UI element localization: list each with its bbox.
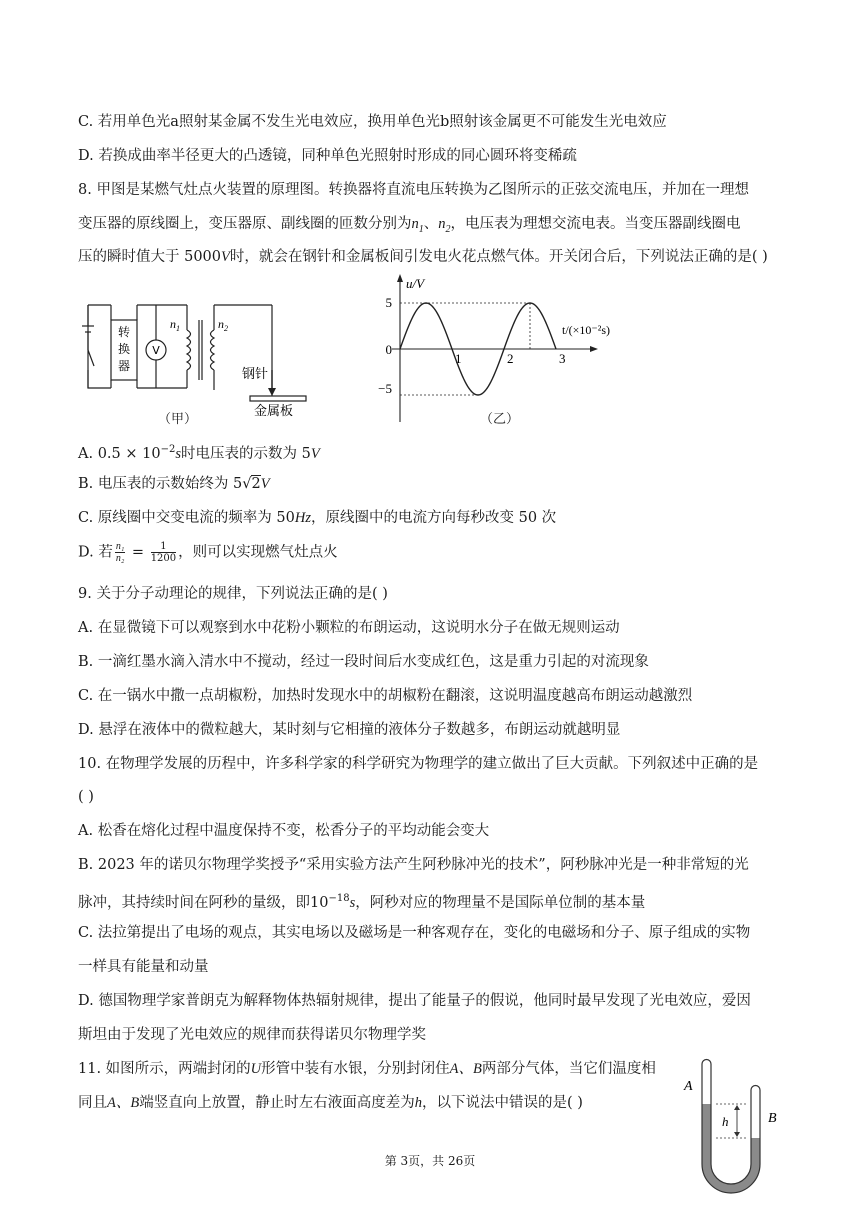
math-s: s <box>175 445 181 462</box>
figure-yi-caption: （乙） <box>480 412 520 427</box>
question-9-option-d <box>78 720 620 740</box>
question-10-option-c-1 <box>78 923 750 943</box>
question-8-stem-3 <box>78 247 768 267</box>
option-8d-prev <box>78 146 577 166</box>
figure-yi-chart <box>362 272 682 432</box>
text: 时电压表的示数为 5 <box>180 445 311 462</box>
text: 脉冲，其持续时间在阿秒的量级，即10 <box>78 894 329 911</box>
equals: = <box>127 544 149 561</box>
text: 端竖直向上放置，静止时左右液面高度差为 <box>139 1095 415 1111</box>
question-11-stem-1 <box>78 1059 656 1079</box>
converter-char-1: 转 <box>117 325 131 339</box>
math-s: s <box>349 894 356 911</box>
exponent: −18 <box>328 893 350 904</box>
n2-label: $n_2$ <box>218 317 228 333</box>
fraction-n1-n2: $\frac{\text{n₁}}{\text{n₂}}$ <box>115 541 125 564</box>
question-8-option-d <box>78 541 338 564</box>
question-10-stem-2 <box>78 787 94 807</box>
text: ，阿秒对应的物理量不是国际单位制的基本量 <box>355 894 646 911</box>
question-8-stem-1 <box>78 180 749 200</box>
converter-char-3: 器 <box>117 359 131 373</box>
voltmeter-label: V <box>152 344 160 357</box>
text: ，电压表为理想交流电表。当变压器副线圈电 <box>450 216 741 232</box>
text: ，原线圈中的电流方向每秒改变 50 次 <box>310 510 557 526</box>
text: 一样具有能量和动量 <box>78 959 209 975</box>
u-tube-svg <box>682 1056 792 1196</box>
math-v: V <box>310 445 320 462</box>
text: C. 原线圈中交变电流的频率为 50 <box>78 510 295 526</box>
circuit-svg <box>72 290 342 425</box>
origin-label: 0 <box>385 342 392 357</box>
text: 、 <box>423 216 439 232</box>
question-9-option-a <box>78 618 620 638</box>
text: D. 德国物理学家普朗克为解释物体热辐射规律，提出了能量子的假说，他同时最早发现了光电效应，爱因 <box>78 993 751 1009</box>
math-ab: A、B <box>107 1095 140 1111</box>
question-11-stem-2 <box>78 1093 583 1113</box>
text: 11. 如图所示，两端封闭的 <box>78 1061 251 1077</box>
sine-chart <box>362 272 682 432</box>
math-hz: Hz <box>294 510 311 526</box>
question-8-option-c <box>78 508 556 528</box>
question-10-option-d-2 <box>78 1025 426 1045</box>
text: ，则可以实现燃气灶点火 <box>178 544 338 561</box>
math-v: V <box>221 249 230 265</box>
text: B. 2023 年的诺贝尔物理学奖授予“采用实验方法产生阿秒脉冲光的技术”，阿秒脉冲光是一种非常短的光 <box>78 857 749 873</box>
y-tick-neg: −5 <box>378 381 392 396</box>
page-footer: 第 3页，共 26页 <box>384 1154 476 1168</box>
math-n1: $n_1$ <box>411 216 424 235</box>
figure-u-tube <box>682 1056 792 1196</box>
fraction-1-1200: $\frac{1}{1200}$ <box>150 541 177 564</box>
question-9-option-c <box>78 686 692 706</box>
text: 形管中装有水银，分别封闭住 <box>261 1061 450 1077</box>
figure-jia-circuit <box>72 290 342 425</box>
question-10-option-b-1 <box>78 855 749 875</box>
text: 10. 在物理学发展的历程中，许多科学家的科学研究为物理学的建立做出了巨大贡献。下列叙述中正确的是 <box>78 756 759 772</box>
text: B. 一滴红墨水滴入清水中不搅动，经过一段时间后水变成红色，这是重力引起的对流现象 <box>78 654 649 670</box>
figure-jia-caption: （甲） <box>158 412 198 427</box>
question-8-option-b <box>78 474 270 494</box>
math-h: h <box>414 1095 422 1111</box>
needle-label: 钢针 <box>242 367 269 382</box>
text: 两部分气体，当它们温度相 <box>481 1061 656 1077</box>
text: A. 0.5 × 10 <box>78 445 161 462</box>
question-9-stem <box>78 584 388 604</box>
text: C. 在一锅水中撒一点胡椒粉，加热时发现水中的胡椒粉在翻滚，这说明温度越高布朗运动越激烈 <box>78 688 693 704</box>
text: ，以下说法中错误的是( ) <box>421 1095 583 1111</box>
text: 变压器的原线圈上，变压器原、副线圈的匝数分别为 <box>78 216 412 232</box>
question-10-option-a <box>78 821 489 841</box>
math-n2: $n_2$ <box>438 216 451 235</box>
y-tick-pos: 5 <box>385 295 392 310</box>
text: A. 在显微镜下可以观察到水中花粉小颗粒的布朗运动，这说明水分子在做无规则运动 <box>78 620 620 636</box>
text: 8. 甲图是某燃气灶点火装置的原理图。转换器将直流电压转换为乙图所示的正弦交流电压，并加在一理想 <box>78 182 749 198</box>
y-axis-label: u/V <box>406 276 425 291</box>
text: 同且 <box>78 1095 107 1111</box>
text: C. 若用单色光a照射某金属不发生光电效应，换用单色光b照射该金属更不可能发生光电效应 <box>78 114 667 130</box>
plate-label: 金属板 <box>254 404 294 419</box>
text: A. 松香在熔化过程中温度保持不变，松香分子的平均动能会变大 <box>78 823 490 839</box>
text: 压的瞬时值大于 5000 <box>78 249 222 265</box>
text: ( ) <box>78 789 94 805</box>
text: C. 法拉第提出了电场的观点，其实电场以及磁场是一种客观存在，变化的电磁场和分子、原子组成的实物 <box>78 925 751 941</box>
x-tick-label: 1 <box>455 351 462 366</box>
text: D. 若换成曲率半径更大的凸透镜，同种单色光照射时形成的同心圆环将变稀疏 <box>78 148 577 164</box>
question-8-stem-2 <box>78 214 741 240</box>
label-b: B <box>768 1111 777 1126</box>
text: D. 悬浮在液体中的微粒越大，某时刻与它相撞的液体分子数越多，布朗运动就越明显 <box>78 722 621 738</box>
x-axis-label: t/(×10⁻²s) <box>562 323 611 337</box>
label-a: A <box>684 1079 693 1094</box>
label-h: h <box>722 1114 729 1129</box>
text: 9. 关于分子动理论的规律，下列说法正确的是( ) <box>78 586 388 602</box>
math-ab: A、B <box>449 1061 482 1077</box>
math-u: U <box>250 1061 262 1077</box>
n1-label: $n_1$ <box>170 317 180 333</box>
text: 时，就会在钢针和金属板间引发电火花点燃气体。开关闭合后，下列说法正确的是( ) <box>229 249 768 265</box>
question-10-stem-1 <box>78 754 758 774</box>
x-tick-label: 3 <box>559 351 566 366</box>
question-8-option-a <box>78 440 320 464</box>
question-10-option-d-1 <box>78 991 751 1011</box>
metal-plate <box>250 396 306 401</box>
math-v: V <box>260 476 270 492</box>
text: D. 若 <box>78 544 113 561</box>
question-10-option-b-2 <box>78 889 645 913</box>
text: 斯坦由于发现了光电效应的规律而获得诺贝尔物理学奖 <box>78 1027 426 1043</box>
sqrt-sign: √ <box>242 476 252 492</box>
converter-char-2: 换 <box>117 342 131 356</box>
x-tick-label: 2 <box>507 351 514 366</box>
sqrt-arg: 2 <box>251 476 261 492</box>
text: B. 电压表的示数始终为 5 <box>78 476 243 492</box>
question-9-option-b <box>78 652 649 672</box>
y-axis-arrow <box>397 274 403 282</box>
x-axis-arrow <box>590 346 598 352</box>
exponent: −2 <box>160 444 176 455</box>
question-10-option-c-2 <box>78 957 209 977</box>
option-8c-prev <box>78 112 667 132</box>
